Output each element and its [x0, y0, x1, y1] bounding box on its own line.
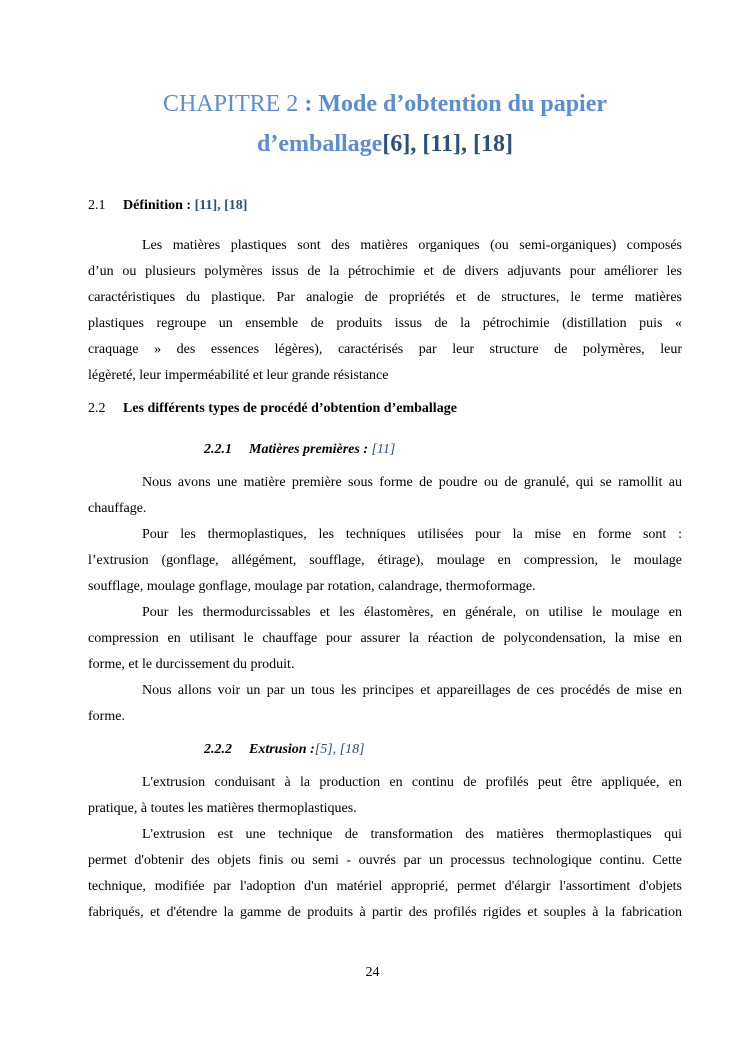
text-line: chauffage. [88, 501, 147, 516]
text-line: craquage » des essences légères), caractérisés par leur structure de polymères, leur [88, 342, 682, 357]
text-line: d’un ou plusieurs polymères issus de la pétrochimie et de divers adjuvants pour améliorer les [88, 264, 682, 279]
section-number: 2.1 [88, 198, 106, 213]
section-number: 2.2.1 [204, 442, 232, 457]
section-number: 2.2 [88, 401, 106, 416]
text-line: permet d'obtenir des objets finis ou semi - ouvrés par un processus technologique continu. Cette [88, 853, 682, 868]
section-label: Les différents types de procédé d’obtention d’emballage [123, 401, 457, 416]
text-line: technique, modifiée par l'adoption d'un matériel approprié, permet d'élargir l'assortiment d'objets [88, 879, 682, 894]
section-citation: [11], [18] [194, 198, 248, 213]
chapter-label: CHAPITRE 2 [162, 91, 299, 117]
chapter-separator: : [298, 91, 319, 117]
text-line: l’extrusion (gonflage, allégément, soufflage, étirage), moulage en compression, le moulage [88, 553, 682, 568]
paragraph-extrusion [88, 770, 682, 926]
text-line: Les matières plastiques sont des matières organiques (ou semi-organiques) composés [142, 238, 682, 253]
text-line: Pour les thermodurcissables et les élastomères, en générale, on utilise le moulage en [142, 605, 682, 620]
text-line: forme. [88, 709, 125, 724]
paragraph-raw-material [88, 470, 682, 730]
text-line: Nous allons voir un par un tous les principes et appareillages de ces procédés de mise en [142, 683, 682, 698]
text-line: pratique, à toutes les matières thermoplastiques. [88, 801, 357, 816]
text-line: forme, et le durcissement du produit. [88, 657, 295, 672]
text-line: plastiques regroupe un ensemble de produits issus de la pétrochimie (distillation puis « [88, 316, 682, 331]
paragraph-definition [88, 233, 682, 389]
chapter-title-citation: [6], [11], [18] [382, 131, 513, 157]
section-citation: [5], [18] [314, 742, 365, 757]
page-number: 24 [365, 965, 380, 980]
chapter-title-line-2 [88, 124, 682, 164]
text-line: Pour les thermoplastiques, les techniques utilisées pour la mise en forme sont : [142, 527, 682, 542]
section-number: 2.2.2 [204, 742, 232, 757]
text-line: caractéristiques du plastique. Par analogie de propriétés et de structures, le terme matières [88, 290, 682, 305]
text-line: légèreté, leur imperméabilité et leur grande résistance [88, 368, 389, 383]
text-line: L'extrusion est une technique de transformation des matières thermoplastiques qui [142, 827, 682, 842]
section-label: Extrusion : [249, 742, 315, 757]
section-heading-2-2 [88, 401, 457, 417]
text-line: compression en utilisant le chauffage pour assurer la réaction de polycondensation, la mise en [88, 631, 682, 646]
chapter-title-text-2: d’emballage [257, 131, 383, 157]
chapter-title [88, 84, 682, 164]
section-label: Définition : [123, 198, 195, 213]
text-line: L'extrusion conduisant à la production en continu de profilés peut être appliquée, en [142, 775, 682, 790]
text-line: Nous avons une matière première sous forme de poudre ou de granulé, qui se ramollit au [142, 475, 682, 490]
section-citation: [11] [371, 442, 396, 457]
text-line: soufflage, moulage gonflage, moulage par rotation, calandrage, thermoformage. [88, 579, 536, 594]
text-line: fabriqués, et d'étendre la gamme de produits à partir des profilés rigides et souples à la fabrication [88, 905, 682, 920]
section-label: Matières premières : [249, 442, 372, 457]
chapter-title-text-1: Mode d’obtention du papier [318, 91, 608, 117]
section-heading-2-1 [88, 198, 247, 214]
section-heading-2-2-2 [204, 742, 365, 758]
section-heading-2-2-1 [204, 442, 395, 458]
chapter-title-line-1 [88, 84, 682, 124]
